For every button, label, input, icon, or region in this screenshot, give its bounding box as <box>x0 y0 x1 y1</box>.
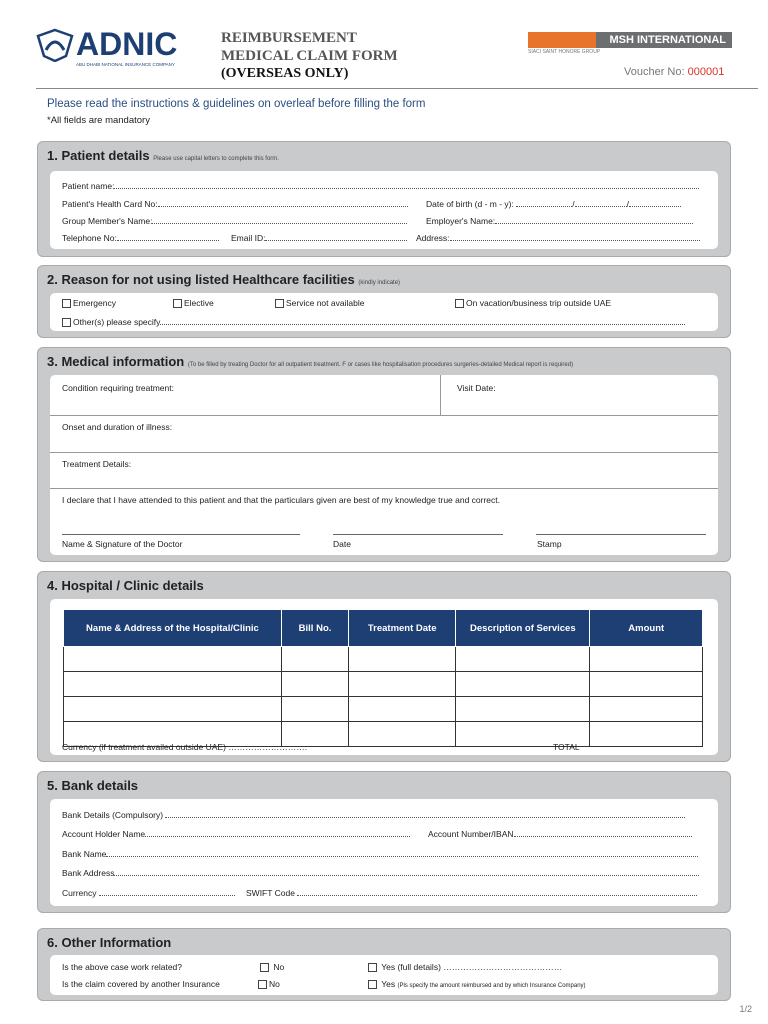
other-insurance-question: Is the claim covered by another Insurance <box>62 979 220 989</box>
column-header: Bill No. <box>281 610 348 647</box>
section-title: 4. Hospital / Clinic details <box>47 578 204 593</box>
section-title: 6. Other Information <box>47 935 172 950</box>
stamp-line[interactable] <box>536 534 706 535</box>
date-line[interactable] <box>333 534 503 535</box>
column-header: Treatment Date <box>349 610 456 647</box>
elective-checkbox[interactable]: Elective <box>173 298 214 308</box>
iban-field[interactable]: Account Number/IBAN <box>428 828 692 839</box>
voucher-number: Voucher No: 000001 <box>624 66 725 78</box>
telephone-field[interactable]: Telephone No: <box>62 232 219 243</box>
address-field[interactable]: Address: <box>416 232 700 243</box>
dob-field[interactable]: Date of birth (d - m - y): / / <box>426 198 681 209</box>
other-insurance-yes-checkbox[interactable]: Yes (Pls specify the amount reimbursed and by which Insurance Company) <box>368 979 586 989</box>
page-number: 1/2 <box>739 1004 752 1014</box>
table-row[interactable] <box>64 647 703 672</box>
currency-field[interactable]: Currency (if treatment availed outside UAE) ………………………. <box>62 742 308 752</box>
column-header: Description of Services <box>456 610 590 647</box>
medical-info-box <box>50 375 718 555</box>
section-bank-details <box>37 771 731 913</box>
work-related-question: Is the above case work related? <box>62 962 183 972</box>
section-patient-details <box>37 141 731 257</box>
email-field[interactable]: Email ID: <box>231 232 407 243</box>
bank-name-field[interactable]: Bank Name <box>62 848 698 859</box>
doctor-signature-label: Name & Signature of the Doctor <box>62 539 183 549</box>
bank-currency-field[interactable]: Currency <box>62 887 235 898</box>
patient-details-box <box>50 171 718 249</box>
swift-field[interactable]: SWIFT Code <box>246 887 697 898</box>
others-checkbox[interactable]: Other(s) please specify <box>62 316 685 327</box>
column-header: Amount <box>590 610 703 647</box>
table-row[interactable] <box>64 672 703 697</box>
vacation-checkbox[interactable]: On vacation/business trip outside UAE <box>455 298 611 308</box>
company-logo-text: ADNIC <box>76 26 178 62</box>
bank-details-field[interactable]: Bank Details (Compulsory) <box>62 809 685 820</box>
section-title: 1. Patient details Please use capital letters to complete this form. <box>47 148 279 163</box>
service-not-available-checkbox[interactable]: Service not available <box>275 298 364 308</box>
other-insurance-no-checkbox[interactable]: No <box>258 979 280 989</box>
company-logo-subtitle: ABU DHABI NATIONAL INSURANCE COMPANY <box>76 62 175 67</box>
form-title: REIMBURSEMENT MEDICAL CLAIM FORM (OVERSEAS ONLY) <box>221 30 398 81</box>
doctor-signature-line[interactable] <box>62 534 300 535</box>
table-row[interactable] <box>64 697 703 722</box>
bank-address-field[interactable]: Bank Address <box>62 867 699 878</box>
visit-date-field[interactable]: Visit Date: <box>457 383 496 393</box>
column-header: Name & Address of the Hospital/Clinic <box>64 610 282 647</box>
total-label: TOTAL <box>553 742 580 752</box>
partner-logo-subtitle: SIACI SAINT HONORE GROUP <box>528 49 601 55</box>
treatment-details-field[interactable]: Treatment Details: <box>62 459 132 469</box>
mandatory-note: *All fields are mandatory <box>47 115 150 126</box>
section-title: 5. Bank details <box>47 778 139 793</box>
instructions-text: Please read the instructions & guidelines on overleaf before filling the form <box>47 98 426 110</box>
employer-field[interactable]: Employer's Name: <box>426 215 693 226</box>
declaration-text: I declare that I have attended to this patient and that the particulars given are best of my knowledge true and correct. <box>62 495 501 505</box>
section-medical-info <box>37 347 731 562</box>
condition-field[interactable]: Condition requiring treatment: <box>62 383 174 393</box>
emergency-checkbox[interactable]: Emergency <box>62 298 116 308</box>
section-reason <box>37 265 731 338</box>
health-card-field[interactable]: Patient's Health Card No: <box>62 198 408 209</box>
work-related-no-checkbox[interactable]: No <box>260 962 284 972</box>
onset-field[interactable]: Onset and duration of illness: <box>62 422 173 432</box>
patient-name-field[interactable]: Patient name: <box>62 180 699 191</box>
stamp-label: Stamp <box>537 539 562 549</box>
hospital-table <box>63 609 703 747</box>
section-hospital-details <box>37 571 731 762</box>
other-info-box <box>50 955 718 995</box>
work-related-yes-checkbox[interactable]: Yes (full details) …………………………………… <box>368 962 562 972</box>
reason-box <box>50 293 718 331</box>
date-label: Date <box>333 539 351 549</box>
bank-details-box <box>50 799 718 906</box>
header-divider <box>36 88 758 89</box>
section-title: 3. Medical information (To be filled by treating Doctor for all outpatient treatment. F or cases like hospitalisation procedures surgeries-detailed Medical report is required) <box>47 354 574 369</box>
adnic-logo-icon <box>36 28 74 62</box>
partner-logo: MSH INTERNATIONAL <box>528 32 732 48</box>
account-holder-field[interactable]: Account Holder Name <box>62 828 410 839</box>
section-other-info <box>37 928 731 1001</box>
section-title: 2. Reason for not using listed Healthcare facilities (kindly indicate) <box>47 272 401 287</box>
group-member-field[interactable]: Group Member's Name: <box>62 215 407 226</box>
